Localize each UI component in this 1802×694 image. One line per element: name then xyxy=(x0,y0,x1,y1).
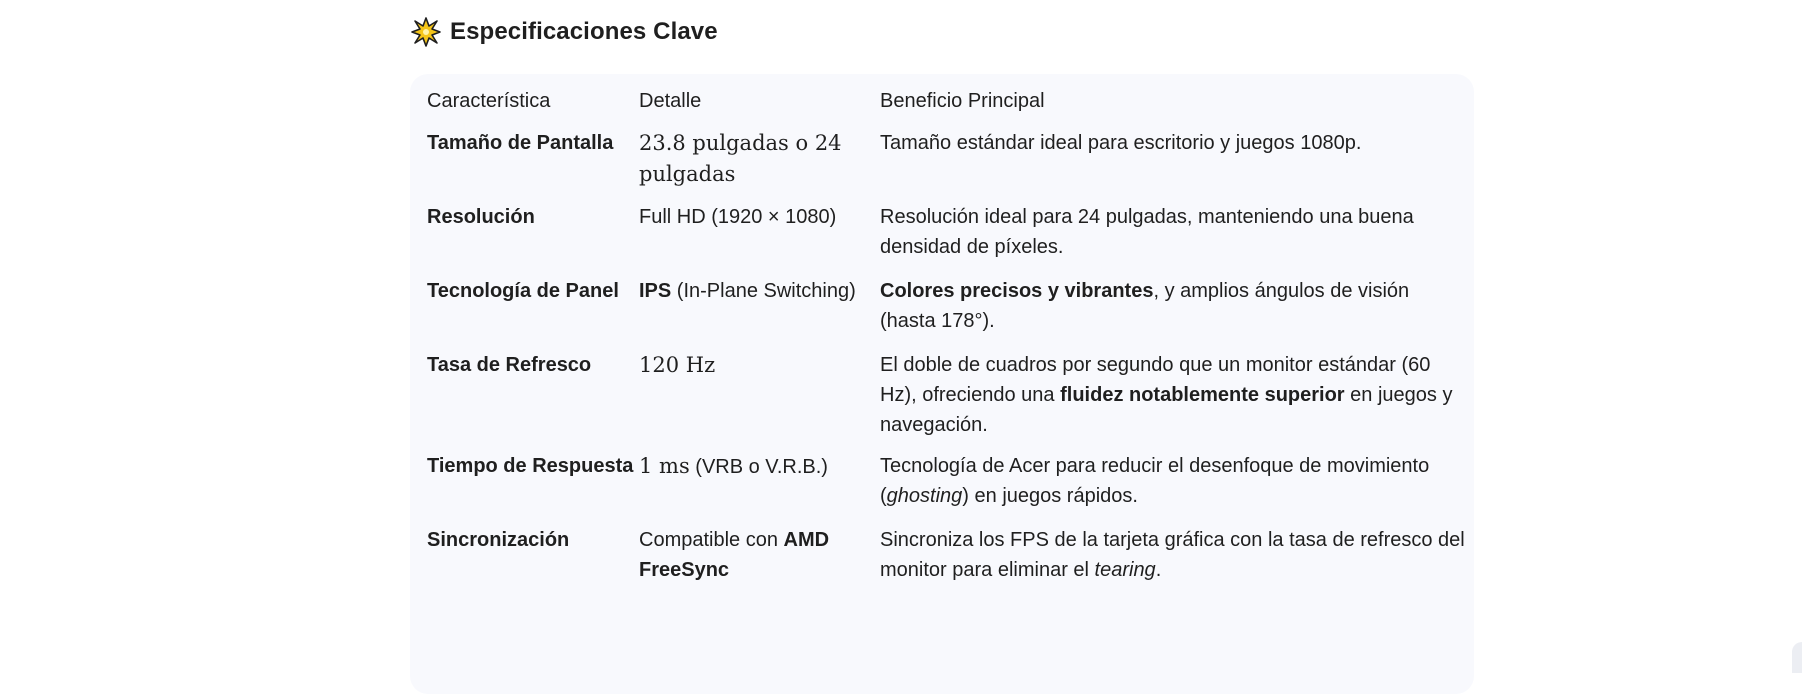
scrollbar-thumb[interactable] xyxy=(1792,642,1802,673)
cell-benefit xyxy=(880,276,1467,350)
benefit-text: Tecnología de Acer para reducir el desenfoque de movimiento ( xyxy=(880,455,1430,507)
cell-feature: Tamaño de Pantalla xyxy=(427,132,614,154)
benefit-bold: fluidez notablemente superior xyxy=(1060,384,1345,406)
section-heading xyxy=(410,14,718,50)
cell-feature: Tiempo de Respuesta xyxy=(427,455,634,477)
table-row xyxy=(427,202,1467,276)
detail-bold: AMD FreeSync xyxy=(639,529,830,581)
cell-feature: Resolución xyxy=(427,206,535,228)
benefit-italic: tearing xyxy=(1094,559,1156,581)
detail-value: 120 Hz xyxy=(639,353,716,377)
cell-feature: Sincronización xyxy=(427,529,570,551)
column-header-feature: Característica xyxy=(427,90,551,112)
cell-benefit xyxy=(880,525,1467,599)
table-row xyxy=(427,451,1467,525)
detail-bold: IPS xyxy=(639,280,672,302)
cell-detail xyxy=(639,276,880,350)
cell-detail xyxy=(639,350,880,451)
sparkle-star-icon xyxy=(410,16,442,48)
cell-feature: Tecnología de Panel xyxy=(427,280,619,302)
cell-benefit xyxy=(880,451,1467,525)
detail-value: 1 ms xyxy=(639,454,690,478)
detail-text: (In-Plane Switching) xyxy=(671,280,856,302)
cell-detail: Full HD (1920 × 1080) xyxy=(639,206,837,228)
cell-benefit: Resolución ideal para 24 pulgadas, manteniendo una buena densidad de píxeles. xyxy=(880,206,1414,258)
table-row xyxy=(427,350,1467,451)
cell-detail xyxy=(639,451,880,525)
column-header-detail: Detalle xyxy=(639,90,702,112)
specs-table-container xyxy=(410,74,1474,694)
benefit-text: , y amplios ángulos de visión (hasta 178°). xyxy=(880,280,1410,332)
cell-detail xyxy=(639,525,880,599)
table-row xyxy=(427,525,1467,599)
benefit-text: Sincroniza los FPS de la tarjeta gráfica con la tasa de refresco del monitor para eliminar el xyxy=(880,529,1465,581)
benefit-text: El doble de cuadros por segundo que un monitor estándar (60 Hz), ofreciendo una xyxy=(880,354,1431,406)
cell-benefit: Tamaño estándar ideal para escritorio y juegos 1080p. xyxy=(880,132,1362,154)
detail-text: (VRB o V.R.B.) xyxy=(689,456,828,478)
benefit-text-end: ) en juegos rápidos. xyxy=(962,485,1138,507)
benefit-text-end: . xyxy=(1155,559,1162,581)
detail-text: Compatible con xyxy=(639,529,784,551)
cell-feature: Tasa de Refresco xyxy=(427,354,592,376)
table-header-row xyxy=(427,74,1467,128)
section-title: Especificaciones Clave xyxy=(450,18,718,45)
table-row xyxy=(427,276,1467,350)
benefit-bold: Colores precisos y vibrantes xyxy=(880,280,1154,302)
cell-benefit xyxy=(880,350,1467,451)
cell-detail xyxy=(639,128,880,202)
benefit-italic: ghosting xyxy=(886,485,963,507)
specs-table xyxy=(427,74,1467,599)
column-header-benefit: Beneficio Principal xyxy=(880,90,1045,112)
table-row xyxy=(427,128,1467,202)
detail-value: 23.8 pulgadas o 24 pulgadas xyxy=(639,131,842,186)
benefit-text-end: en juegos y navegación. xyxy=(880,384,1453,436)
